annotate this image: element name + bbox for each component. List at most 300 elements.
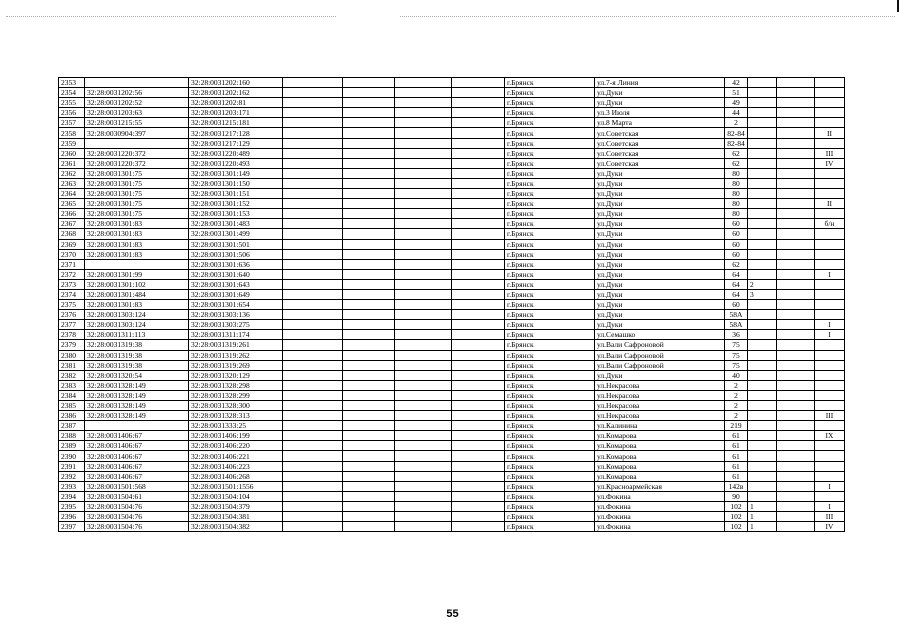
empty-cell <box>452 189 505 199</box>
unit-number <box>815 249 845 259</box>
empty-cell <box>343 471 395 481</box>
building-number <box>748 320 777 330</box>
unit-number <box>815 300 845 310</box>
cadastral-number: 32:28:0031203:171 <box>189 108 283 118</box>
empty-cell <box>452 320 505 330</box>
empty-cell <box>395 199 452 209</box>
city: г.Брянск <box>505 128 595 138</box>
building-number <box>748 451 777 461</box>
record-number: 2372 <box>59 269 85 279</box>
register-table <box>58 77 845 532</box>
empty-cell <box>343 168 395 178</box>
cadastral-number: 32:28:0031328:313 <box>189 411 283 421</box>
street: ул.Фокина <box>595 522 725 532</box>
empty-cell <box>283 279 343 289</box>
table-row <box>59 320 845 330</box>
unit-number <box>815 461 845 471</box>
street: ул.Семашко <box>595 330 725 340</box>
building-number: 2 <box>748 279 777 289</box>
previous-cadastral-number: 32:28:0031301:75 <box>85 209 189 219</box>
cadastral-number: 32:28:0031301:640 <box>189 269 283 279</box>
cadastral-number: 32:28:0031504:104 <box>189 491 283 501</box>
building-number: 1 <box>748 522 777 532</box>
previous-cadastral-number: 32:28:0031406:67 <box>85 461 189 471</box>
cadastral-number: 32:28:0031217:128 <box>189 128 283 138</box>
unit-number: IV <box>815 522 845 532</box>
previous-cadastral-number: 32:28:0031202:56 <box>85 88 189 98</box>
street: ул.Комарова <box>595 471 725 481</box>
previous-cadastral-number: 32:28:0031301:75 <box>85 168 189 178</box>
record-number: 2353 <box>59 78 85 88</box>
cadastral-number: 32:28:0031333:25 <box>189 421 283 431</box>
unit-number <box>815 279 845 289</box>
table-row <box>59 411 845 421</box>
cadastral-number: 32:28:0031301:654 <box>189 300 283 310</box>
record-number: 2397 <box>59 522 85 532</box>
empty-cell <box>777 461 815 471</box>
empty-cell <box>777 158 815 168</box>
empty-cell <box>777 168 815 178</box>
unit-number <box>815 78 845 88</box>
empty-cell <box>395 128 452 138</box>
cadastral-number: 32:28:0031301:649 <box>189 289 283 299</box>
street: ул.Дуки <box>595 249 725 259</box>
city: г.Брянск <box>505 259 595 269</box>
empty-cell <box>395 219 452 229</box>
unit-number: I <box>815 330 845 340</box>
table-row <box>59 279 845 289</box>
empty-cell <box>395 78 452 88</box>
city: г.Брянск <box>505 178 595 188</box>
building-number <box>748 370 777 380</box>
city: г.Брянск <box>505 310 595 320</box>
empty-cell <box>343 350 395 360</box>
empty-cell <box>452 118 505 128</box>
unit-number: I <box>815 501 845 511</box>
table-row <box>59 441 845 451</box>
house-number: 44 <box>725 108 748 118</box>
previous-cadastral-number: 32:28:0031303:124 <box>85 320 189 330</box>
empty-cell <box>283 118 343 128</box>
empty-cell <box>452 219 505 229</box>
table-row <box>59 501 845 511</box>
previous-cadastral-number: 32:28:0031220:372 <box>85 148 189 158</box>
empty-cell <box>343 148 395 158</box>
empty-cell <box>777 401 815 411</box>
empty-cell <box>777 199 815 209</box>
cadastral-number: 32:28:0031202:81 <box>189 98 283 108</box>
house-number: 62 <box>725 158 748 168</box>
unit-number: б/н <box>815 219 845 229</box>
house-number: 61 <box>725 471 748 481</box>
record-number: 2370 <box>59 249 85 259</box>
street: ул.Некрасова <box>595 380 725 390</box>
building-number <box>748 491 777 501</box>
empty-cell <box>452 330 505 340</box>
empty-cell <box>452 259 505 269</box>
city: г.Брянск <box>505 168 595 178</box>
empty-cell <box>283 289 343 299</box>
house-number: 60 <box>725 219 748 229</box>
previous-cadastral-number: 32:28:0031203:63 <box>85 108 189 118</box>
empty-cell <box>343 310 395 320</box>
building-number <box>748 108 777 118</box>
empty-cell <box>343 512 395 522</box>
previous-cadastral-number: 32:28:0031202:52 <box>85 98 189 108</box>
empty-cell <box>395 360 452 370</box>
record-number: 2371 <box>59 259 85 269</box>
empty-cell <box>395 512 452 522</box>
city: г.Брянск <box>505 360 595 370</box>
record-number: 2359 <box>59 138 85 148</box>
empty-cell <box>283 340 343 350</box>
empty-cell <box>777 249 815 259</box>
city: г.Брянск <box>505 78 595 88</box>
page-number: 55 <box>446 608 459 620</box>
table-row <box>59 269 845 279</box>
table-row <box>59 88 845 98</box>
cadastral-number: 32:28:0031319:261 <box>189 340 283 350</box>
house-number: 80 <box>725 189 748 199</box>
empty-cell <box>452 441 505 451</box>
unit-number: IV <box>815 158 845 168</box>
previous-cadastral-number: 32:28:0031311:113 <box>85 330 189 340</box>
cadastral-number: 32:28:0031504:379 <box>189 501 283 511</box>
unit-number: III <box>815 148 845 158</box>
building-number <box>748 78 777 88</box>
cadastral-number: 32:28:0031301:151 <box>189 189 283 199</box>
empty-cell <box>452 148 505 158</box>
empty-cell <box>343 481 395 491</box>
cadastral-number: 32:28:0031328:300 <box>189 401 283 411</box>
empty-cell <box>395 88 452 98</box>
empty-cell <box>395 148 452 158</box>
street: ул.Дуки <box>595 189 725 199</box>
street: ул.Калинина <box>595 421 725 431</box>
empty-cell <box>452 209 505 219</box>
empty-cell <box>395 370 452 380</box>
house-number: 58А <box>725 320 748 330</box>
cadastral-number: 32:28:0031301:636 <box>189 259 283 269</box>
empty-cell <box>343 370 395 380</box>
house-number: 40 <box>725 370 748 380</box>
empty-cell <box>452 451 505 461</box>
empty-cell <box>395 269 452 279</box>
cadastral-number: 32:28:0031220:493 <box>189 158 283 168</box>
previous-cadastral-number: 32:28:0031301:75 <box>85 178 189 188</box>
building-number <box>748 330 777 340</box>
table-row <box>59 229 845 239</box>
empty-cell <box>283 189 343 199</box>
city: г.Брянск <box>505 491 595 501</box>
empty-cell <box>395 471 452 481</box>
building-number: 1 <box>748 512 777 522</box>
building-number <box>748 471 777 481</box>
city: г.Брянск <box>505 421 595 431</box>
previous-cadastral-number: 32:28:0031319:38 <box>85 340 189 350</box>
cadastral-number: 32:28:0031202:160 <box>189 78 283 88</box>
street: ул.Дуки <box>595 269 725 279</box>
empty-cell <box>395 481 452 491</box>
house-number: 62 <box>725 259 748 269</box>
house-number: 60 <box>725 229 748 239</box>
table-row <box>59 178 845 188</box>
city: г.Брянск <box>505 522 595 532</box>
unit-number <box>815 491 845 501</box>
empty-cell <box>395 158 452 168</box>
empty-cell <box>395 118 452 128</box>
empty-cell <box>283 229 343 239</box>
table-row <box>59 78 845 88</box>
street: ул.Дуки <box>595 239 725 249</box>
previous-cadastral-number: 32:28:0031504:61 <box>85 491 189 501</box>
previous-cadastral-number <box>85 78 189 88</box>
cadastral-number: 32:28:0031202:162 <box>189 88 283 98</box>
house-number: 2 <box>725 390 748 400</box>
empty-cell <box>343 78 395 88</box>
empty-cell <box>343 209 395 219</box>
empty-cell <box>343 229 395 239</box>
city: г.Брянск <box>505 229 595 239</box>
unit-number <box>815 350 845 360</box>
empty-cell <box>283 148 343 158</box>
empty-cell <box>777 380 815 390</box>
table-row <box>59 300 845 310</box>
house-number: 60 <box>725 249 748 259</box>
building-number <box>748 199 777 209</box>
building-number <box>748 148 777 158</box>
empty-cell <box>452 501 505 511</box>
table-row <box>59 239 845 249</box>
unit-number <box>815 421 845 431</box>
house-number: 61 <box>725 441 748 451</box>
table-row <box>59 390 845 400</box>
record-number: 2358 <box>59 128 85 138</box>
empty-cell <box>452 239 505 249</box>
empty-cell <box>395 522 452 532</box>
cadastral-number: 32:28:0031303:275 <box>189 320 283 330</box>
house-number: 49 <box>725 98 748 108</box>
empty-cell <box>777 512 815 522</box>
street: ул.Советская <box>595 148 725 158</box>
building-number <box>748 158 777 168</box>
table-row <box>59 330 845 340</box>
house-number: 62 <box>725 148 748 158</box>
record-number: 2368 <box>59 229 85 239</box>
building-number <box>748 209 777 219</box>
table-row <box>59 491 845 501</box>
empty-cell <box>777 189 815 199</box>
table-row <box>59 461 845 471</box>
register-body <box>59 78 845 532</box>
empty-cell <box>452 350 505 360</box>
empty-cell <box>283 360 343 370</box>
previous-cadastral-number: 32:28:0031328:149 <box>85 380 189 390</box>
empty-cell <box>283 209 343 219</box>
cadastral-number: 32:28:0031301:643 <box>189 279 283 289</box>
cadastral-number: 32:28:0031406:223 <box>189 461 283 471</box>
empty-cell <box>343 451 395 461</box>
house-number: 51 <box>725 88 748 98</box>
street: ул.Дуки <box>595 259 725 269</box>
record-number: 2381 <box>59 360 85 370</box>
empty-cell <box>777 118 815 128</box>
empty-cell <box>777 128 815 138</box>
empty-cell <box>283 401 343 411</box>
cadastral-number: 32:28:0031220:489 <box>189 148 283 158</box>
empty-cell <box>343 199 395 209</box>
street: ул.Комарова <box>595 461 725 471</box>
empty-cell <box>343 360 395 370</box>
record-number: 2363 <box>59 178 85 188</box>
unit-number <box>815 451 845 461</box>
empty-cell <box>777 259 815 269</box>
record-number: 2387 <box>59 421 85 431</box>
house-number: 75 <box>725 360 748 370</box>
city: г.Брянск <box>505 300 595 310</box>
street: ул.Дуки <box>595 289 725 299</box>
city: г.Брянск <box>505 481 595 491</box>
empty-cell <box>395 300 452 310</box>
city: г.Брянск <box>505 441 595 451</box>
house-number: 42 <box>725 78 748 88</box>
empty-cell <box>777 310 815 320</box>
house-number: 2 <box>725 380 748 390</box>
empty-cell <box>452 88 505 98</box>
empty-cell <box>395 98 452 108</box>
empty-cell <box>777 78 815 88</box>
unit-number <box>815 390 845 400</box>
table-row <box>59 259 845 269</box>
empty-cell <box>343 269 395 279</box>
table-row <box>59 128 845 138</box>
record-number: 2392 <box>59 471 85 481</box>
house-number: 75 <box>725 340 748 350</box>
empty-cell <box>395 310 452 320</box>
previous-cadastral-number: 32:28:0030904:397 <box>85 128 189 138</box>
cadastral-number: 32:28:0031215:181 <box>189 118 283 128</box>
empty-cell <box>452 481 505 491</box>
street: ул.Вали Сафроновой <box>595 360 725 370</box>
empty-cell <box>452 108 505 118</box>
previous-cadastral-number: 32:28:0031504:76 <box>85 522 189 532</box>
previous-cadastral-number: 32:28:0031301:75 <box>85 199 189 209</box>
unit-number <box>815 380 845 390</box>
empty-cell <box>395 320 452 330</box>
house-number: 80 <box>725 178 748 188</box>
building-number <box>748 411 777 421</box>
empty-cell <box>343 158 395 168</box>
empty-cell <box>777 441 815 451</box>
house-number: 80 <box>725 199 748 209</box>
city: г.Брянск <box>505 98 595 108</box>
city: г.Брянск <box>505 451 595 461</box>
unit-number <box>815 168 845 178</box>
empty-cell <box>777 239 815 249</box>
previous-cadastral-number: 32:28:0031406:67 <box>85 471 189 481</box>
record-number: 2374 <box>59 289 85 299</box>
house-number: 61 <box>725 461 748 471</box>
record-number: 2394 <box>59 491 85 501</box>
house-number: 80 <box>725 209 748 219</box>
previous-cadastral-number: 32:28:0031215:55 <box>85 118 189 128</box>
street: ул.3 Июля <box>595 108 725 118</box>
empty-cell <box>777 471 815 481</box>
table-row <box>59 370 845 380</box>
street: ул.Дуки <box>595 219 725 229</box>
city: г.Брянск <box>505 138 595 148</box>
empty-cell <box>452 310 505 320</box>
empty-cell <box>395 239 452 249</box>
scan-artifact-right <box>400 16 895 18</box>
empty-cell <box>777 269 815 279</box>
table-row <box>59 522 845 532</box>
unit-number <box>815 118 845 128</box>
building-number <box>748 340 777 350</box>
building-number: 1 <box>748 501 777 511</box>
city: г.Брянск <box>505 108 595 118</box>
city: г.Брянск <box>505 279 595 289</box>
unit-number <box>815 229 845 239</box>
empty-cell <box>395 229 452 239</box>
empty-cell <box>452 269 505 279</box>
empty-cell <box>395 431 452 441</box>
cadastral-number: 32:28:0031320:129 <box>189 370 283 380</box>
street: ул.Дуки <box>595 300 725 310</box>
previous-cadastral-number: 32:28:0031301:75 <box>85 189 189 199</box>
building-number <box>748 98 777 108</box>
unit-number <box>815 340 845 350</box>
house-number: 219 <box>725 421 748 431</box>
street: ул.Дуки <box>595 178 725 188</box>
unit-number: II <box>815 128 845 138</box>
building-number <box>748 441 777 451</box>
building-number <box>748 178 777 188</box>
empty-cell <box>395 401 452 411</box>
empty-cell <box>395 138 452 148</box>
empty-cell <box>283 128 343 138</box>
scan-artifact-left <box>6 16 336 18</box>
empty-cell <box>395 340 452 350</box>
empty-cell <box>283 431 343 441</box>
previous-cadastral-number: 32:28:0031220:372 <box>85 158 189 168</box>
previous-cadastral-number: 32:28:0031301:83 <box>85 249 189 259</box>
register-sheet <box>58 77 844 532</box>
house-number: 75 <box>725 350 748 360</box>
city: г.Брянск <box>505 461 595 471</box>
table-row <box>59 168 845 178</box>
building-number <box>748 380 777 390</box>
city: г.Брянск <box>505 390 595 400</box>
empty-cell <box>452 522 505 532</box>
record-number: 2383 <box>59 380 85 390</box>
house-number: 102 <box>725 512 748 522</box>
empty-cell <box>283 259 343 269</box>
house-number: 61 <box>725 451 748 461</box>
empty-cell <box>777 330 815 340</box>
table-row <box>59 481 845 491</box>
building-number <box>748 350 777 360</box>
empty-cell <box>343 88 395 98</box>
unit-number: I <box>815 269 845 279</box>
house-number: 102 <box>725 522 748 532</box>
street: ул.Фокина <box>595 491 725 501</box>
unit-number <box>815 108 845 118</box>
empty-cell <box>283 199 343 209</box>
table-row <box>59 158 845 168</box>
street: ул.Дуки <box>595 370 725 380</box>
record-number: 2369 <box>59 239 85 249</box>
